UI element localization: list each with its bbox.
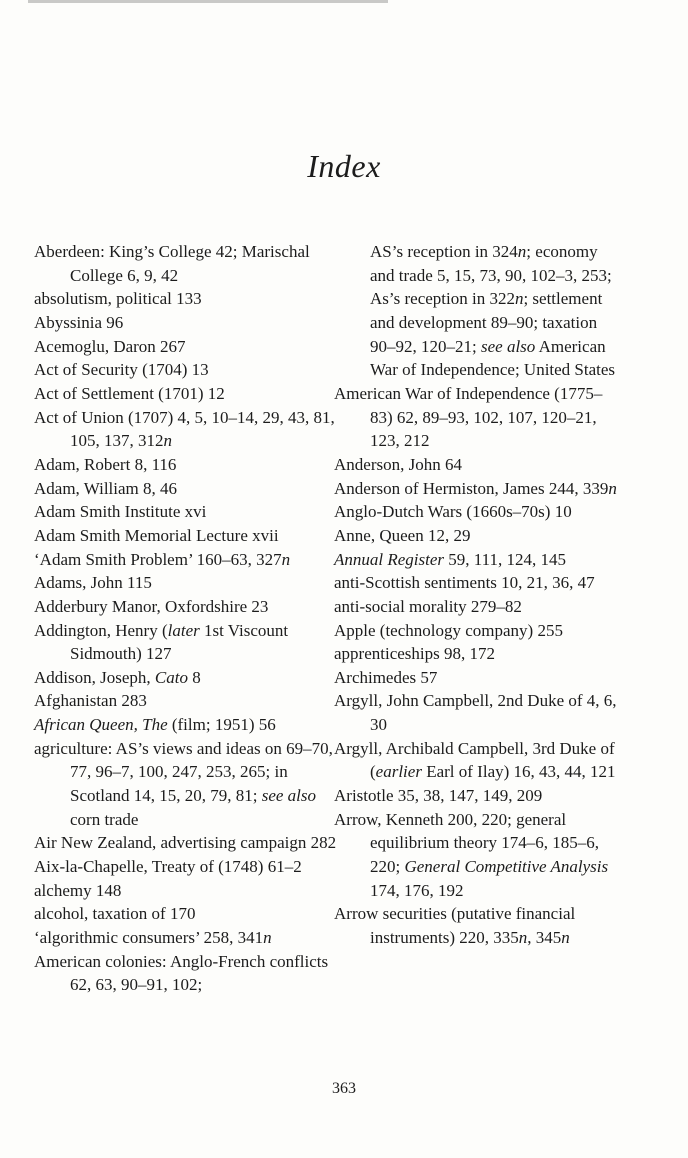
index-entry (334, 642, 624, 666)
index-entry-text: AS’s reception in 324 (370, 242, 518, 261)
index-entry-text: Abyssinia 96 (34, 312, 124, 332)
index-entry (334, 524, 624, 548)
index-entry-italic: n (517, 242, 527, 261)
index-entry-italic: n (561, 928, 570, 948)
index-entry (334, 902, 624, 949)
index-entry-text: (film; 1951) 56 (167, 715, 276, 735)
index-entry-text: 8 (187, 667, 201, 687)
index-entry-text: Adderbury Manor, Oxfordshire 23 (34, 596, 269, 616)
index-entry-text: 59, 111, 124, 145 (444, 549, 567, 569)
index-entry (34, 595, 344, 619)
page-number: 363 (332, 1080, 356, 1097)
index-entry-text: anti-Scottish sentiments 10, 21, 36, 47 (334, 573, 595, 593)
index-entry-text: American War of Independence (1775–83) 62, 89–93, 102, 107, 120–21, 123, 212 (334, 383, 603, 451)
index-column-right (334, 240, 624, 950)
index-entry (34, 689, 344, 713)
index-entry (34, 619, 344, 666)
index-entry (34, 240, 344, 287)
index-entry (34, 524, 344, 548)
index-entry-italic: see also (480, 336, 536, 356)
index-entry-italic: n (263, 928, 272, 948)
index-entry-text: ‘algorithmic consumers’ 258, 341 (34, 928, 264, 948)
index-entry-text: ‘Adam Smith Problem’ 160–63, 327 (34, 549, 282, 569)
index-entry-italic: n (163, 431, 172, 451)
index-entry (334, 808, 624, 903)
index-entry-text: ; economy and trade 5, 15, 73, 90, 102–3, 253; As’s reception in 322 (370, 242, 612, 309)
index-entry (34, 406, 344, 453)
index-entry (34, 453, 344, 477)
index-entry-text: Adam, William 8, 46 (34, 478, 178, 498)
index-entry-italic: General Competitive Analysis (404, 857, 609, 877)
index-entry-text: 1st Viscount Sidmouth) 127 (70, 620, 289, 664)
index-entry (34, 287, 344, 311)
index-entry-text: alcohol, taxation of 170 (34, 904, 196, 924)
index-entry-italic: n (518, 928, 528, 948)
index-entry-text: Act of Settlement (1701) 12 (34, 383, 225, 403)
index-entry (334, 666, 624, 690)
index-entry (34, 902, 344, 926)
index-entry-text: Anderson of Hermiston, James 244, 339 (334, 478, 609, 498)
index-entry (34, 737, 344, 832)
index-entry (34, 713, 344, 737)
index-entry-text: apprenticeships 98, 172 (334, 644, 495, 664)
page-edge-rule (28, 0, 388, 3)
index-entry-text: Argyll, John Campbell, 2nd Duke of 4, 6, 30 (334, 691, 617, 735)
index-entry-text: absolutism, political 133 (34, 289, 202, 309)
index-entry-text: American War of Independence; United States (370, 336, 616, 380)
index-entry (334, 548, 624, 572)
index-entry-text: , 345 (527, 928, 562, 948)
index-entry (34, 926, 344, 950)
index-entry-text: Adam, Robert 8, 116 (34, 454, 177, 474)
index-entry-text: Earl of Ilay) 16, 43, 44, 121 (421, 762, 616, 782)
index-entry (34, 855, 344, 879)
index-entry (34, 831, 344, 855)
index-entry-text: American colonies: Anglo-French conflicts 62, 63, 90–91, 102; (34, 951, 329, 995)
index-entry-text: Aberdeen: King’s College 42; Marischal College 6, 9, 42 (34, 242, 310, 285)
index-column-left (34, 240, 344, 997)
index-entry-text: Anne, Queen 12, 29 (334, 525, 471, 545)
index-entry (334, 453, 624, 477)
index-entry (334, 477, 624, 501)
index-entry (334, 595, 624, 619)
index-entry (334, 382, 624, 453)
index-entry-text: alchemy 148 (34, 880, 122, 900)
index-entry (34, 477, 344, 501)
index-entry-text: Aix-la-Chapelle, Treaty of (1748) 61–2 (34, 857, 302, 877)
page-title: Index (307, 148, 381, 184)
index-entry (34, 666, 344, 690)
index-entry (34, 500, 344, 524)
index-entry-text: Afghanistan 283 (34, 691, 147, 711)
index-entry (34, 879, 344, 903)
index-entry (334, 689, 624, 736)
index-entry-italic: n (608, 478, 617, 498)
index-entry-text: Arrow, Kenneth 200, 220; general equilibrium theory 174–6, 185–6, 220; (334, 809, 600, 877)
index-entry (34, 358, 344, 382)
index-entry-italic: later (167, 620, 200, 640)
index-entry-text: Act of Union (1707) 4, 5, 10–14, 29, 43, 81, 105, 137, 312 (34, 407, 335, 451)
index-entry-text: corn trade (70, 809, 139, 829)
index-entry-text: Addington, Henry ( (34, 620, 168, 640)
index-entry (34, 571, 344, 595)
index-entry-text: Acemoglu, Daron 267 (34, 336, 186, 356)
index-entry (334, 571, 624, 595)
index-entry-text: Arrow securities (putative financial instruments) 220, 335 (334, 904, 576, 948)
index-entry-text: agriculture: AS’s views and ideas on 69–70, 77, 96–7, 100, 247, 253, 265; in Scotland 14, 15, 20, 79, 81; (34, 738, 333, 806)
index-entry-italic: see also (261, 786, 317, 806)
index-entry-italic: earlier (375, 762, 422, 782)
index-entry-text: Apple (technology company) 255 (334, 620, 563, 640)
index-entry (334, 784, 624, 808)
index-entry-text: ; settlement and development 89–90; taxation 90–92, 120–21; (370, 289, 603, 356)
index-entry (334, 737, 624, 784)
index-entry (334, 500, 624, 524)
index-entry (334, 240, 624, 382)
index-entry-text: Anderson, John 64 (334, 454, 462, 474)
index-entry-text: 174, 176, 192 (370, 880, 464, 900)
index-entry-text: Adams, John 115 (34, 573, 152, 593)
index-entry-text: Air New Zealand, advertising campaign 282 (34, 833, 337, 853)
index-entry (334, 619, 624, 643)
index-entry-italic: n (514, 289, 524, 309)
index-entry (34, 548, 344, 572)
index-entry-text: Adam Smith Institute xvi (34, 502, 207, 522)
index-entry-text: Act of Security (1704) 13 (34, 360, 209, 380)
index-entry-italic: Annual Register (334, 549, 445, 569)
index-entry-text: Addison, Joseph, (34, 667, 155, 687)
index-entry (34, 311, 344, 335)
index-entry (34, 382, 344, 406)
index-entry-text: Anglo-Dutch Wars (1660s–70s) 10 (334, 502, 572, 522)
index-entry-text: Argyll, Archibald Campbell, 3rd Duke of ( (334, 738, 615, 782)
index-entry-text: Adam Smith Memorial Lecture xvii (34, 525, 279, 545)
index-entry-italic: Cato (154, 667, 188, 687)
index-entry-text: Aristotle 35, 38, 147, 149, 209 (334, 786, 543, 806)
index-entry-italic: African Queen, The (34, 715, 168, 735)
index-entry (34, 950, 344, 997)
index-entry-italic: n (281, 549, 291, 569)
index-entry-text: Archimedes 57 (334, 667, 438, 687)
index-entry (34, 335, 344, 359)
index-entry-text: anti-social morality 279–82 (334, 596, 522, 616)
